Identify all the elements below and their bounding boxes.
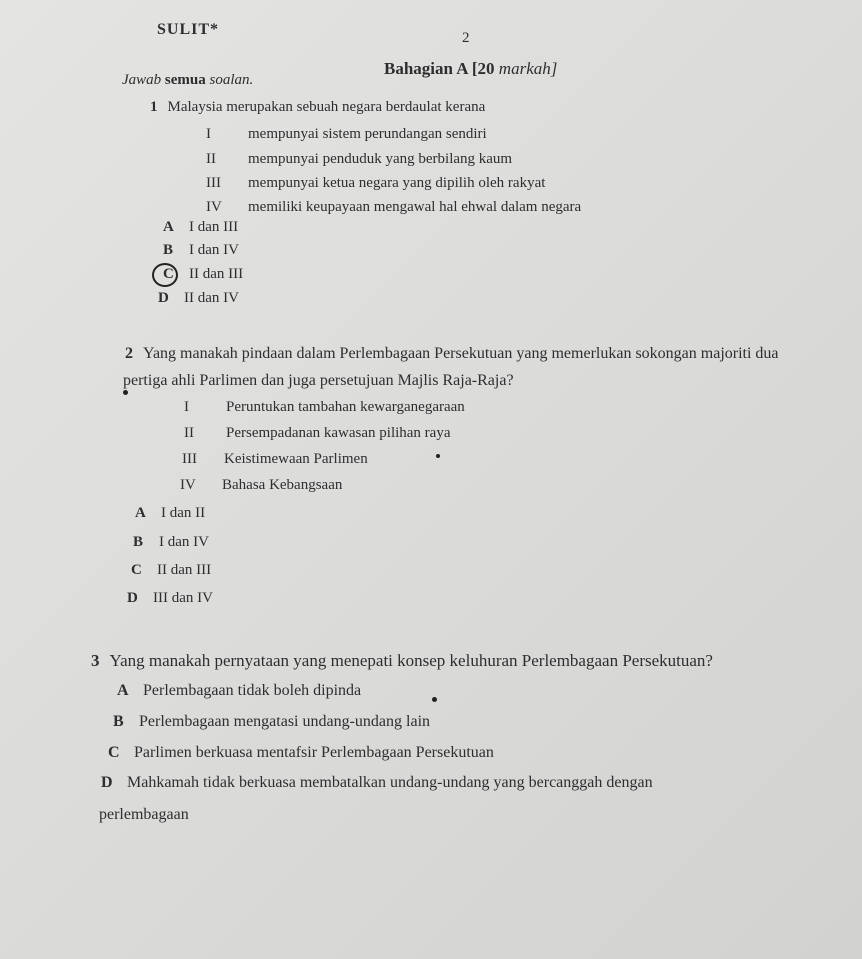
option-letter: C (131, 562, 142, 578)
statement (184, 425, 451, 442)
roman-numeral: I (184, 399, 189, 415)
option-text: II dan III (157, 562, 212, 578)
statement-text: mempunyai sistem perundangan sendiri (248, 126, 487, 142)
option-letter: A (163, 219, 174, 235)
option-text: Mahkamah tidak berkuasa membatalkan undang-undang yang bercanggah dengan (127, 774, 653, 791)
roman-numeral: II (206, 151, 216, 167)
option-letter: D (101, 774, 113, 791)
statement-text: Bahasa Kebangsaan (222, 477, 343, 493)
option-letter: B (133, 534, 144, 550)
option-letter: C (108, 744, 120, 761)
statement-text: memiliki keupayaan mengawal hal ehwal dalam negara (248, 199, 582, 215)
question-text: Yang manakah pernyataan yang menepati konsep keluhuran Perlembagaan Persekutuan? (109, 651, 713, 670)
option-text: Perlembagaan tidak boleh dipinda (143, 682, 362, 699)
question-2-continued: pertiga ahli Parlimen dan juga persetujuan Majlis Raja-Raja? (123, 372, 514, 389)
stray-mark (123, 390, 128, 395)
roman-numeral: I (206, 126, 211, 142)
option-text: I dan IV (189, 242, 239, 258)
option-text: Perlembagaan mengatasi undang-undang lain (139, 713, 431, 730)
statement-text: Keistimewaan Parlimen (224, 451, 368, 467)
question-1 (150, 99, 485, 116)
question-text: Malaysia merupakan sebuah negara berdaulat kerana (167, 99, 486, 115)
option-c[interactable] (131, 562, 211, 579)
statement (182, 451, 368, 468)
option-letter: B (113, 713, 124, 730)
option-letter: C (163, 266, 174, 282)
question-number: 3 (91, 651, 100, 670)
option-b[interactable] (133, 534, 209, 551)
statement-text: mempunyai ketua negara yang dipilih oleh rakyat (248, 175, 546, 191)
option-d[interactable] (127, 590, 213, 607)
statement (206, 199, 581, 216)
statement (206, 151, 512, 168)
statement (184, 399, 465, 416)
option-a[interactable] (117, 682, 361, 700)
page-number: 2 (462, 30, 470, 46)
option-letter: A (135, 505, 146, 521)
statement-text: Persempadanan kawasan pilihan raya (226, 425, 451, 441)
stray-mark (436, 454, 440, 458)
roman-numeral: IV (180, 477, 196, 493)
option-b[interactable] (113, 713, 430, 731)
question-text-line1: Yang manakah pindaan dalam Perlembagaan Persekutuan yang memerlukan sokongan majoriti dua (143, 345, 779, 362)
roman-numeral: III (182, 451, 197, 467)
option-b[interactable] (163, 242, 239, 259)
section-marks: markah] (498, 59, 558, 78)
roman-numeral: IV (206, 199, 222, 215)
option-d[interactable] (158, 290, 239, 307)
answer-circle-mark (152, 263, 178, 287)
option-text: I dan III (189, 219, 239, 235)
option-text: II dan IV (184, 290, 239, 306)
option-text: III dan IV (153, 590, 213, 606)
statement (206, 126, 487, 143)
question-2 (125, 345, 779, 363)
question-number: 2 (125, 345, 133, 362)
option-text: II dan III (189, 266, 244, 282)
option-letter: B (163, 242, 174, 258)
sulit-label: SULIT* (157, 21, 220, 38)
statement-text: Peruntukan tambahan kewarganegaraan (226, 399, 465, 415)
statement (180, 477, 342, 494)
stray-mark (432, 697, 437, 702)
option-text: I dan IV (159, 534, 209, 550)
section-title (384, 59, 557, 79)
option-letter: A (117, 682, 129, 699)
option-d[interactable] (101, 774, 653, 792)
option-c[interactable] (108, 744, 494, 762)
instruction-suffix: soalan. (209, 72, 254, 88)
roman-numeral: II (184, 425, 194, 441)
instruction-prefix: Jawab (122, 72, 162, 88)
roman-numeral: III (206, 175, 221, 191)
option-a[interactable] (163, 219, 238, 236)
statement-text: mempunyai penduduk yang berbilang kaum (248, 151, 513, 167)
instruction (122, 72, 253, 89)
option-text: Parlimen berkuasa mentafsir Perlembagaan Persekutuan (134, 744, 494, 761)
option-a[interactable] (135, 505, 205, 522)
question-number: 1 (150, 99, 158, 115)
option-d-continued: perlembagaan (99, 806, 189, 823)
option-letter: D (127, 590, 138, 606)
question-3 (91, 651, 713, 671)
instruction-bold: semua (164, 72, 206, 88)
section-title-text: Bahagian A [20 (384, 59, 495, 78)
option-letter: D (158, 290, 169, 306)
statement (206, 175, 545, 192)
option-text: I dan II (161, 505, 206, 521)
